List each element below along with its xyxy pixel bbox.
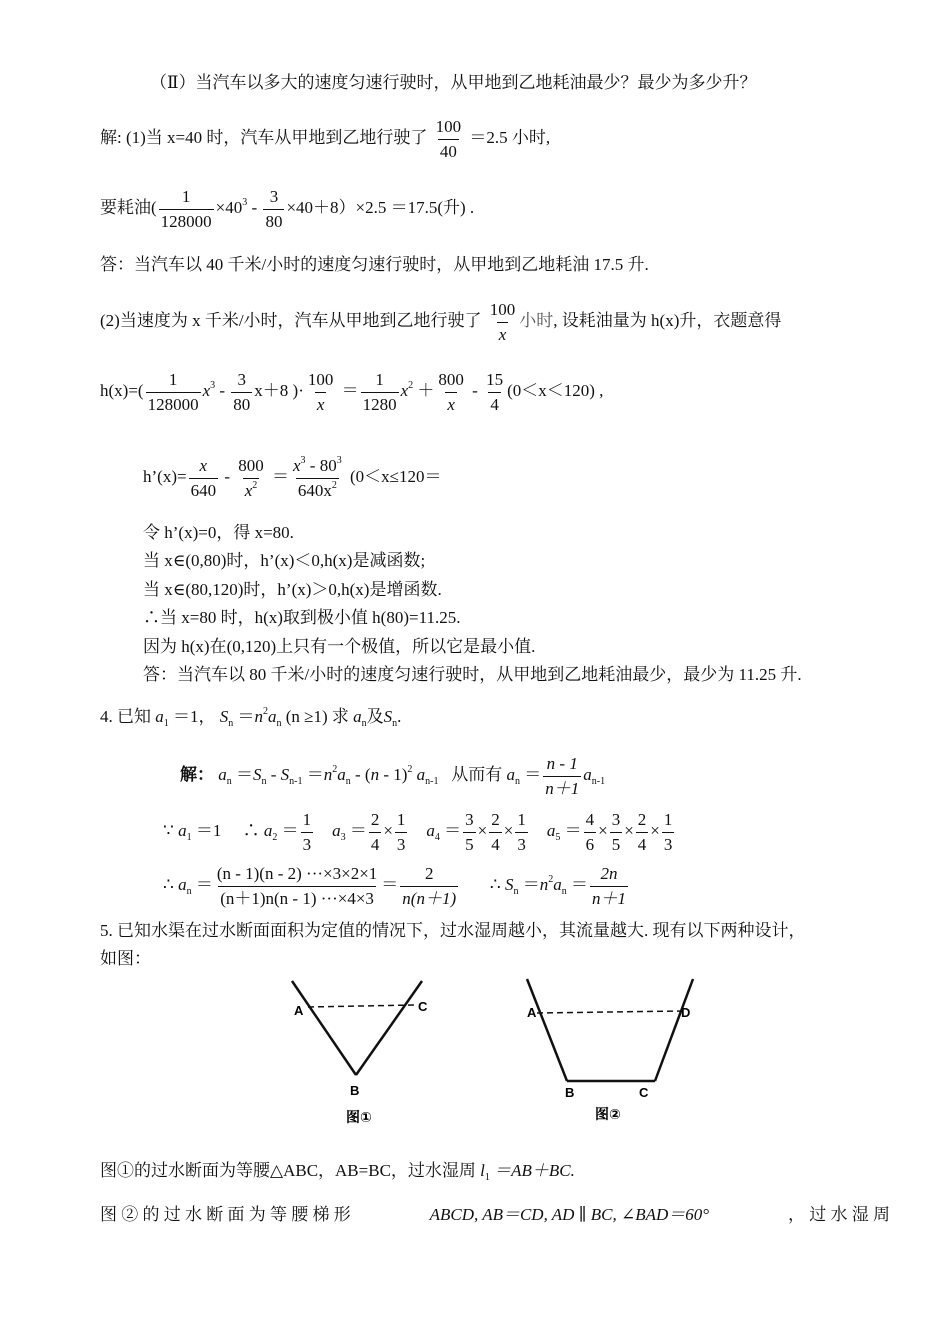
q5-desc2: 图 ② 的 过 水 断 面 为 等 腰 梯 形 ABCD, AB＝CD, AD ∥ BC, ∠BAD＝60° ， 过 水 湿 周 (100, 1205, 890, 1224)
sol2-step-3: 当 x∈(80,120)时，h’(x)＞0,h(x)是增函数. (143, 580, 442, 599)
sol2-answer: 答：当汽车以 80 千米/小时的速度匀速行驶时，从甲地到乙地耗油最少，最少为 11.25 升. (143, 665, 802, 684)
sol1-line1 (100, 115, 550, 162)
q4-solution-line2: ∵ $a_1 =1$ ∴ $a_2$ ＝ $\frac{1}{3}$ $a_3$ ＝ $\frac{2}{4}$ × $\frac{1}{3}$ $a_4$ ＝ $\frac{3}{5}$ × $\frac{2}{4}$ × $\frac{1}{3}$ $a_5$ ＝ $\frac{4}{6}$ × $\frac{3}{5}$ × $\frac{2}{4}$ × $\frac{1}{3}$ (163, 809, 673, 854)
h-derivative: h’(x)= $\frac{x}{640}$ - $\frac{800}{x^2}$ ＝ $\frac{x^3 - 80^3}{640x^2}$ (0＜x≤120＝ (143, 454, 442, 500)
h-definition: h(x)=( $\frac{1}{128000}$ $x^3$ - $\frac{3}{80}$ x＋8 )· $\frac{100}{x}$ ＝ $\frac{1}{1280}$ $x^2$ ＋ $\frac{800}{x}$ - $\frac{15}{4}$ (0＜x＜120) , (100, 369, 604, 414)
fig2-label-b: B (565, 1085, 575, 1100)
sol1-fuel-line: 要耗油( $\frac{1}{128000}$ $\times 40^3$ - $\frac{3}{80}$ ×40＋8）×2.5 ＝17.5(升) . (100, 186, 475, 231)
fig2-caption: 图② (595, 1106, 621, 1122)
sol1-tail: ＝2.5 小时, (469, 128, 551, 147)
fig1-label-c: C (418, 999, 428, 1014)
sol1-lead: 解: (1)当 x=40 时，汽车从甲地到乙地行驶了 (100, 128, 428, 147)
sol2-step-1: 令 h’(x)=0，得 x=80. (143, 523, 294, 542)
sol2-step-5: 因为 h(x)在(0,120)上只有一个极值，所以它是最小值. (143, 637, 536, 656)
part2-question: （Ⅱ）当汽车以多大的速度匀速行驶时，从甲地到乙地耗油最少？最少为多少升？ (150, 73, 757, 92)
fig1-label-b: B (350, 1083, 360, 1098)
fraction-3-80: $\frac{3}{80}$ (265, 186, 283, 231)
fig1-label-a: A (294, 1003, 304, 1018)
figure-1-triangle (280, 975, 450, 1135)
q5-stem-line1: 5. 已知水渠在过水断面面积为定值的情况下，过水湿周越小，其流量越大. 现有以下两种设计， (100, 921, 806, 940)
q5-stem-line2: 如图： (100, 949, 151, 968)
sol2-step-2: 当 x∈(0,80)时，h’(x)＜0,h(x)是减函数; (143, 551, 426, 570)
figure-2-trapezoid (515, 975, 705, 1135)
fraction-100-x: $\frac{100}{x}$ (489, 299, 516, 344)
q4-solution-line3: ∴ $a_n$ ＝ $\frac{(n - 1)(n - 2) \cdot\cdot\cdot\times 3\times 2\times 1}{(n+1)n(n - 1) \cdot\cdot\cdot\times 4\times 3}$ ＝ $\frac{2}{n(n+1)}$ ∴ $S_n =n^2a_n$ ＝ $\frac{2n}{n+1}$ (163, 863, 626, 908)
fig2-label-d: D (681, 1005, 691, 1020)
fig2-label-a: A (527, 1005, 537, 1020)
q4-stem: 4. 已知 $a_1 =1$， $S_n =n^2a_n$ (n ≥1) 求 $a_n$及$S_n$. (100, 706, 402, 729)
fraction-1-128000: $\frac{1}{128000}$ (160, 186, 212, 231)
sol2-step-4: ∴当 x=80 时，h(x)取到极小值 h(80)=11.25. (143, 608, 461, 627)
q4-solution-line1: 解： $a_n =S_n - S_{n-1} =n^2a_n - (n - 1)^2$ $a_{n-1}$ 从而有 $a_n$ ＝ $\frac{n - 1}{n+1}$ $a_{n-1}$ (180, 753, 606, 798)
q5-desc1: 图①的过水断面为等腰△ABC，AB=BC，过水湿周 $l_1 =AB+BC$. (100, 1161, 575, 1183)
fraction-100-40: $\frac{100}{40}$ (435, 116, 462, 161)
sol1-answer: 答：当汽车以 40 千米/小时的速度匀速行驶时，从甲地到乙地耗油 17.5 升. (100, 255, 649, 274)
fig1-caption: 图① (346, 1109, 372, 1125)
fig2-label-c: C (639, 1085, 649, 1100)
sol2-line1: (2)当速度为 x 千米/小时，汽车从甲地到乙地行驶了 $\frac{100}{x}$ 小时, 设耗油量为 h(x)升，衣题意得 (100, 299, 782, 344)
